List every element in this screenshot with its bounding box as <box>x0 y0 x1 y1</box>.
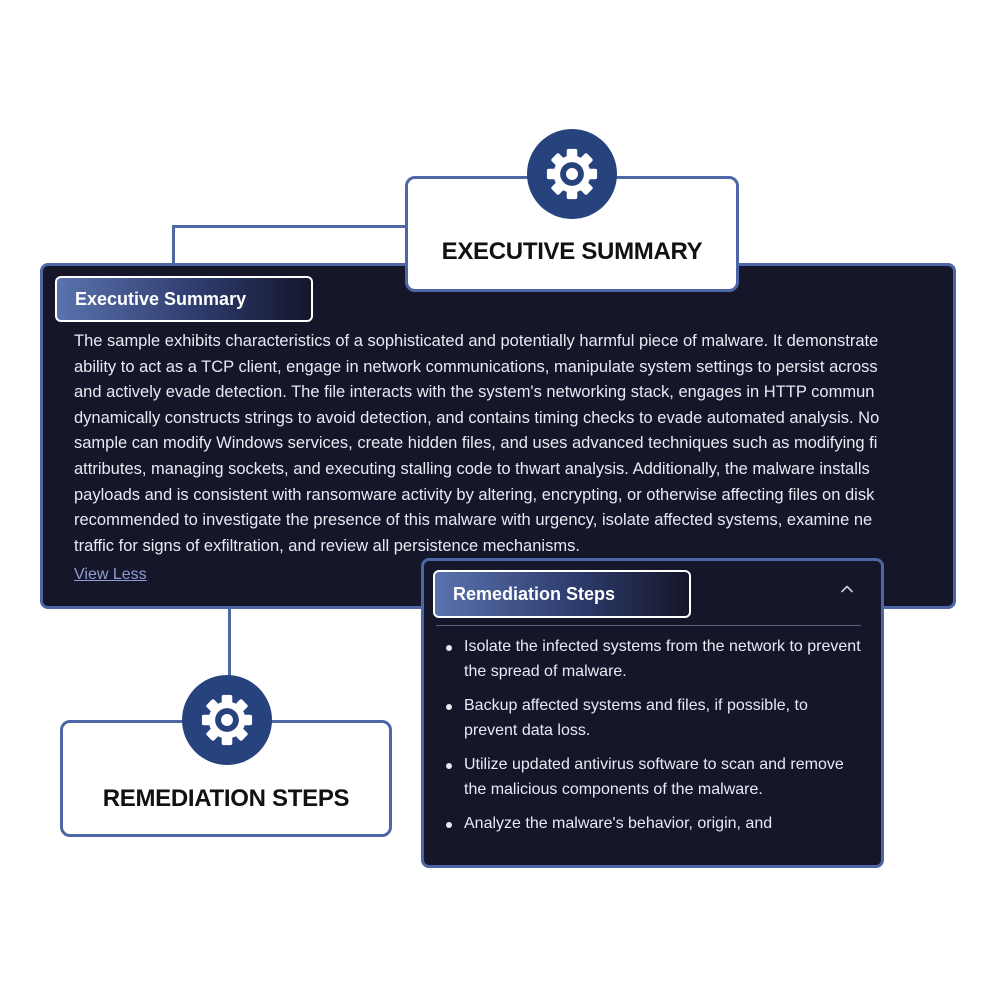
summary-line: sample can modify Windows services, create hidden files, and uses advanced techniques such as modifying fi <box>74 434 878 453</box>
remediation-step: Utilize updated antivirus software to scan and remove the malicious components of the malware. <box>442 753 862 802</box>
gear-icon <box>539 141 605 207</box>
executive-summary-heading: Executive Summary <box>55 276 313 322</box>
remediation-steps-panel <box>421 558 884 868</box>
view-less-link[interactable]: View Less <box>74 566 147 583</box>
gear-icon <box>194 687 260 753</box>
remediation-steps-list <box>442 635 862 847</box>
remediation-gear-badge <box>182 675 272 765</box>
summary-line: traffic for signs of exfiltration, and review all persistence mechanisms. <box>74 536 580 555</box>
summary-line: payloads and is consistent with ransomware activity by altering, encrypting, or otherwise affecting files on disk <box>74 485 875 504</box>
executive-gear-badge <box>527 129 617 219</box>
executive-summary-text <box>74 329 956 559</box>
remediation-divider <box>436 625 861 626</box>
remediation-step: Isolate the infected systems from the network to prevent the spread of malware. <box>442 635 862 684</box>
summary-line: The sample exhibits characteristics of a sophisticated and potentially harmful piece of malware. It demonstrate <box>74 332 879 350</box>
remediation-step: Backup affected systems and files, if possible, to prevent data loss. <box>442 694 862 743</box>
summary-line: dynamically constructs strings to avoid detection, and contains timing checks to evade automated analysis. No <box>74 408 880 427</box>
summary-line: and actively evade detection. The file interacts with the system's networking stack, engages in HTTP commun <box>74 383 875 402</box>
remediation-step: Analyze the malware's behavior, origin, and <box>442 812 862 837</box>
remediation-steps-callout-label: REMEDIATION STEPS <box>102 785 350 812</box>
summary-line: attributes, managing sockets, and executing stalling code to thwart analysis. Additionally, the malware installs <box>74 459 870 478</box>
chevron-up-icon[interactable] <box>841 583 853 595</box>
summary-line: recommended to investigate the presence of this malware with urgency, isolate affected systems, examine ne <box>74 511 873 530</box>
executive-summary-callout-label: EXECUTIVE SUMMARY <box>441 238 703 265</box>
exec-connector-horizontal <box>172 225 406 228</box>
remediation-steps-heading: Remediation Steps <box>433 570 691 618</box>
summary-line: ability to act as a TCP client, engage in network communications, manipulate system settings to persist across <box>74 357 878 376</box>
